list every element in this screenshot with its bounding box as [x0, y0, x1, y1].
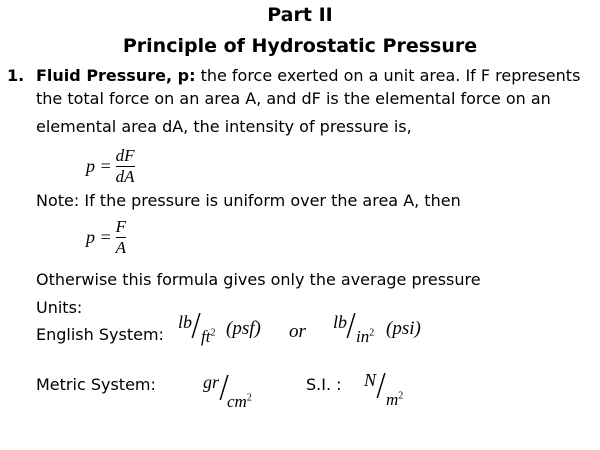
unit-metric — [203, 372, 263, 416]
fraction-numerator: dF — [115, 146, 135, 165]
item-line-2: the total force on an area A, and dF is the elemental force on an — [36, 89, 551, 108]
page-title: Principle of Hydrostatic Pressure — [122, 35, 478, 57]
metric-system-label: Metric System: — [36, 375, 156, 394]
definition-text: the force exerted on a unit area. If F represents — [200, 66, 581, 85]
unit-numerator: gr — [203, 372, 220, 392]
unit-slash: / — [219, 370, 230, 405]
pressure-formula-uniform — [86, 218, 126, 257]
unit-abbreviation: (psf) — [226, 318, 261, 339]
average-pressure-note: Otherwise this formula gives only the average pressure — [36, 270, 481, 289]
item-number: 1. — [7, 66, 25, 85]
pressure-formula-differential — [86, 147, 135, 186]
unit-denominator: $cm^2$ — [227, 392, 252, 411]
fraction — [116, 218, 126, 257]
fraction-denominator: A — [115, 238, 127, 257]
term-label: Fluid Pressure, p: — [36, 66, 196, 85]
unit-slash: / — [191, 308, 202, 343]
fraction-numerator: F — [115, 217, 127, 236]
units-heading: Units: — [36, 298, 83, 317]
unit-denominator: $m^2$ — [386, 390, 404, 409]
formula-lhs: p = — [86, 156, 112, 176]
english-system-label: English System: — [36, 325, 164, 344]
unit-denominator: $ft^2$ — [201, 327, 216, 346]
unit-numerator: lb — [178, 312, 193, 332]
fraction-denominator: dA — [115, 167, 135, 186]
formula-lhs: p = — [86, 227, 112, 247]
item-line-3: elemental area dA, the intensity of pressure is, — [36, 117, 412, 136]
fraction — [116, 147, 135, 186]
part-heading: Part II — [267, 4, 333, 26]
note-text: Note: If the pressure is uniform over the area A, then — [36, 191, 461, 210]
unit-slash: / — [376, 368, 387, 403]
si-label: S.I. : — [306, 375, 342, 394]
or-text: or — [289, 321, 306, 342]
unit-si — [364, 370, 414, 414]
unit-denominator: $in^2$ — [356, 327, 375, 346]
item-line-1 — [36, 68, 580, 84]
unit-psf — [178, 310, 298, 350]
unit-psi — [333, 310, 443, 350]
unit-abbreviation: (psi) — [386, 318, 421, 339]
unit-numerator: N — [364, 370, 377, 390]
unit-slash: / — [346, 308, 357, 343]
unit-numerator: lb — [333, 312, 348, 332]
